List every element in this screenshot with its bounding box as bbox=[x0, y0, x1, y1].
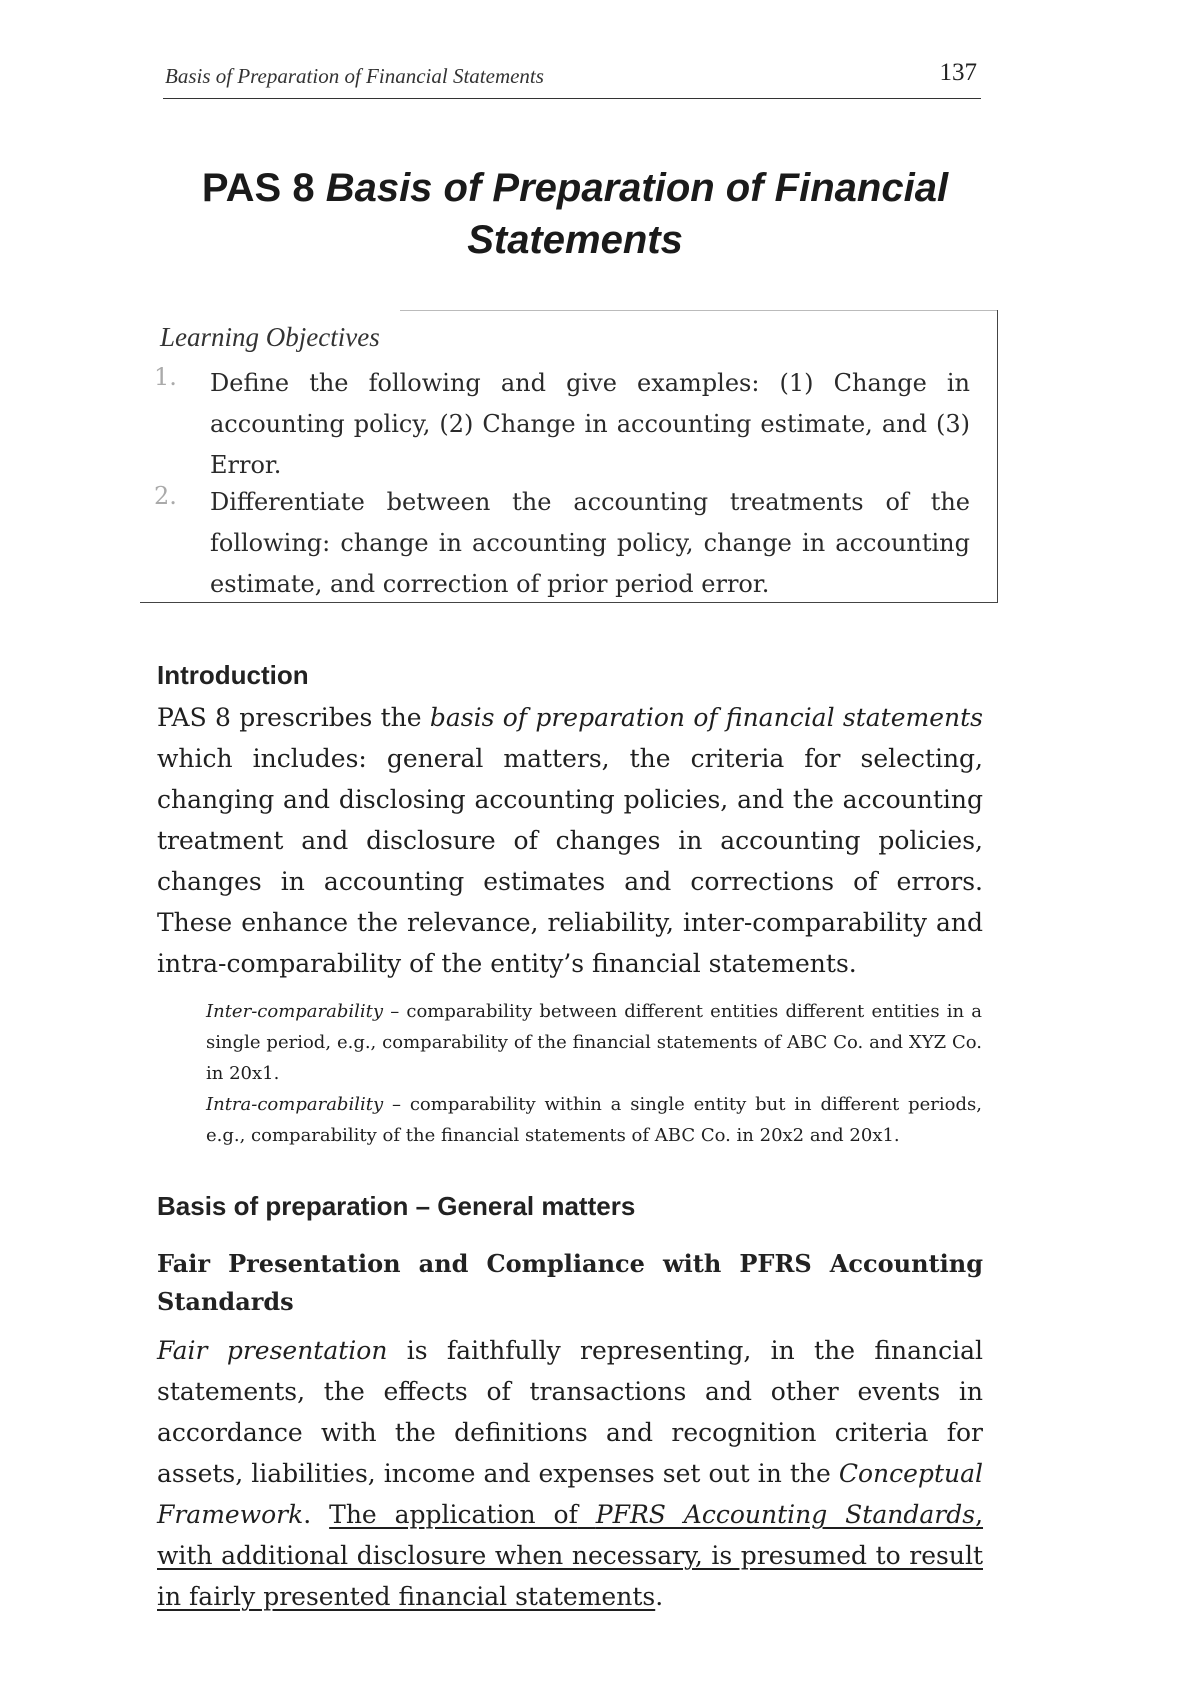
objective-number: 1. bbox=[154, 363, 177, 391]
note-text: – comparability within a single entity but in different periods, e.g., comparability of the financial statements of ABC Co. in 20x2 and 20x1. bbox=[206, 1094, 982, 1146]
sentence-end: . bbox=[655, 1582, 664, 1611]
intro-text-start: PAS 8 prescribes the bbox=[157, 703, 422, 732]
underlined-italic: PFRS Accounting Standards bbox=[595, 1500, 976, 1529]
intro-text-end: which includes: general matters, the criteria for selecting, changing and disclosing accounting policies, and the accounting treatment and disclosure of changes in accounting policies, changes in accounting estimates and corrections of errors. These enhance the relevance, reliability, inter-comparability and intra-comparability of the entity’s financial statements. bbox=[157, 744, 983, 978]
chapter-code: PAS 8 bbox=[201, 166, 315, 210]
framework-reference: Conceptual Framework bbox=[157, 1459, 983, 1529]
note-term: Intra-comparability bbox=[206, 1094, 384, 1115]
learning-objectives-heading: Learning Objectives bbox=[160, 322, 380, 352]
introduction-heading: Introduction bbox=[157, 660, 309, 690]
intro-text-italic: basis of preparation of financial statements bbox=[429, 703, 983, 732]
page-number: 137 bbox=[939, 59, 977, 86]
underlined-end: , with additional disclosure when necessary, is presumed to result in fairly presented financial statements bbox=[157, 1500, 984, 1611]
fair-presentation-text: is faithfully representing, in the financial statements, the effects of transactions and other events in accordance with the definitions and recognition criteria for assets, liabilities, income and expenses set out in the bbox=[157, 1336, 983, 1488]
running-title: Basis of Preparation of Financial Statements bbox=[165, 64, 544, 88]
inter-comparability-note bbox=[206, 996, 982, 1089]
fair-presentation-heading: Fair Presentation and Compliance with PFRS Accounting Standards bbox=[157, 1249, 983, 1316]
chapter-name: Basis of Preparation of Financial Statements bbox=[325, 166, 949, 262]
general-matters-heading: Basis of preparation – General matters bbox=[157, 1191, 636, 1221]
intra-comparability-note bbox=[206, 1089, 982, 1151]
fair-presentation-term: Fair presentation bbox=[157, 1336, 388, 1365]
objective-number: 2. bbox=[154, 482, 177, 510]
note-term: Inter-comparability bbox=[206, 1001, 384, 1022]
underlined-start: The application of bbox=[329, 1500, 578, 1529]
fair-presentation-paragraph: Fair presentation is faithfully representing, in the financial statements, the effects of transactions and other events in accordance with the definitions and recognition criteria for assets, liabilities, income and expenses set out in the Conceptual Framework. The application of PFRS Accounting Standards, with additional disclosure when necessary, is presumed to result in fairly presented financial statements. bbox=[157, 1336, 984, 1611]
chapter-title bbox=[150, 162, 1000, 266]
introduction-paragraph bbox=[157, 697, 983, 984]
objective-item: Differentiate between the accounting treatments of the following: change in accounting policy, change in accounting estimate, and correction of prior period error. bbox=[210, 488, 970, 598]
objective-item: Define the following and give examples: (1) Change in accounting policy, (2) Change in accounting estimate, and (3) Error. bbox=[210, 369, 970, 479]
running-header bbox=[163, 56, 981, 99]
learning-objectives-box bbox=[140, 310, 998, 603]
note-text: – comparability between different entities different entities in a single period, e.g., comparability of the financial statements of ABC Co. and XYZ Co. in 20x1. bbox=[206, 1001, 982, 1084]
